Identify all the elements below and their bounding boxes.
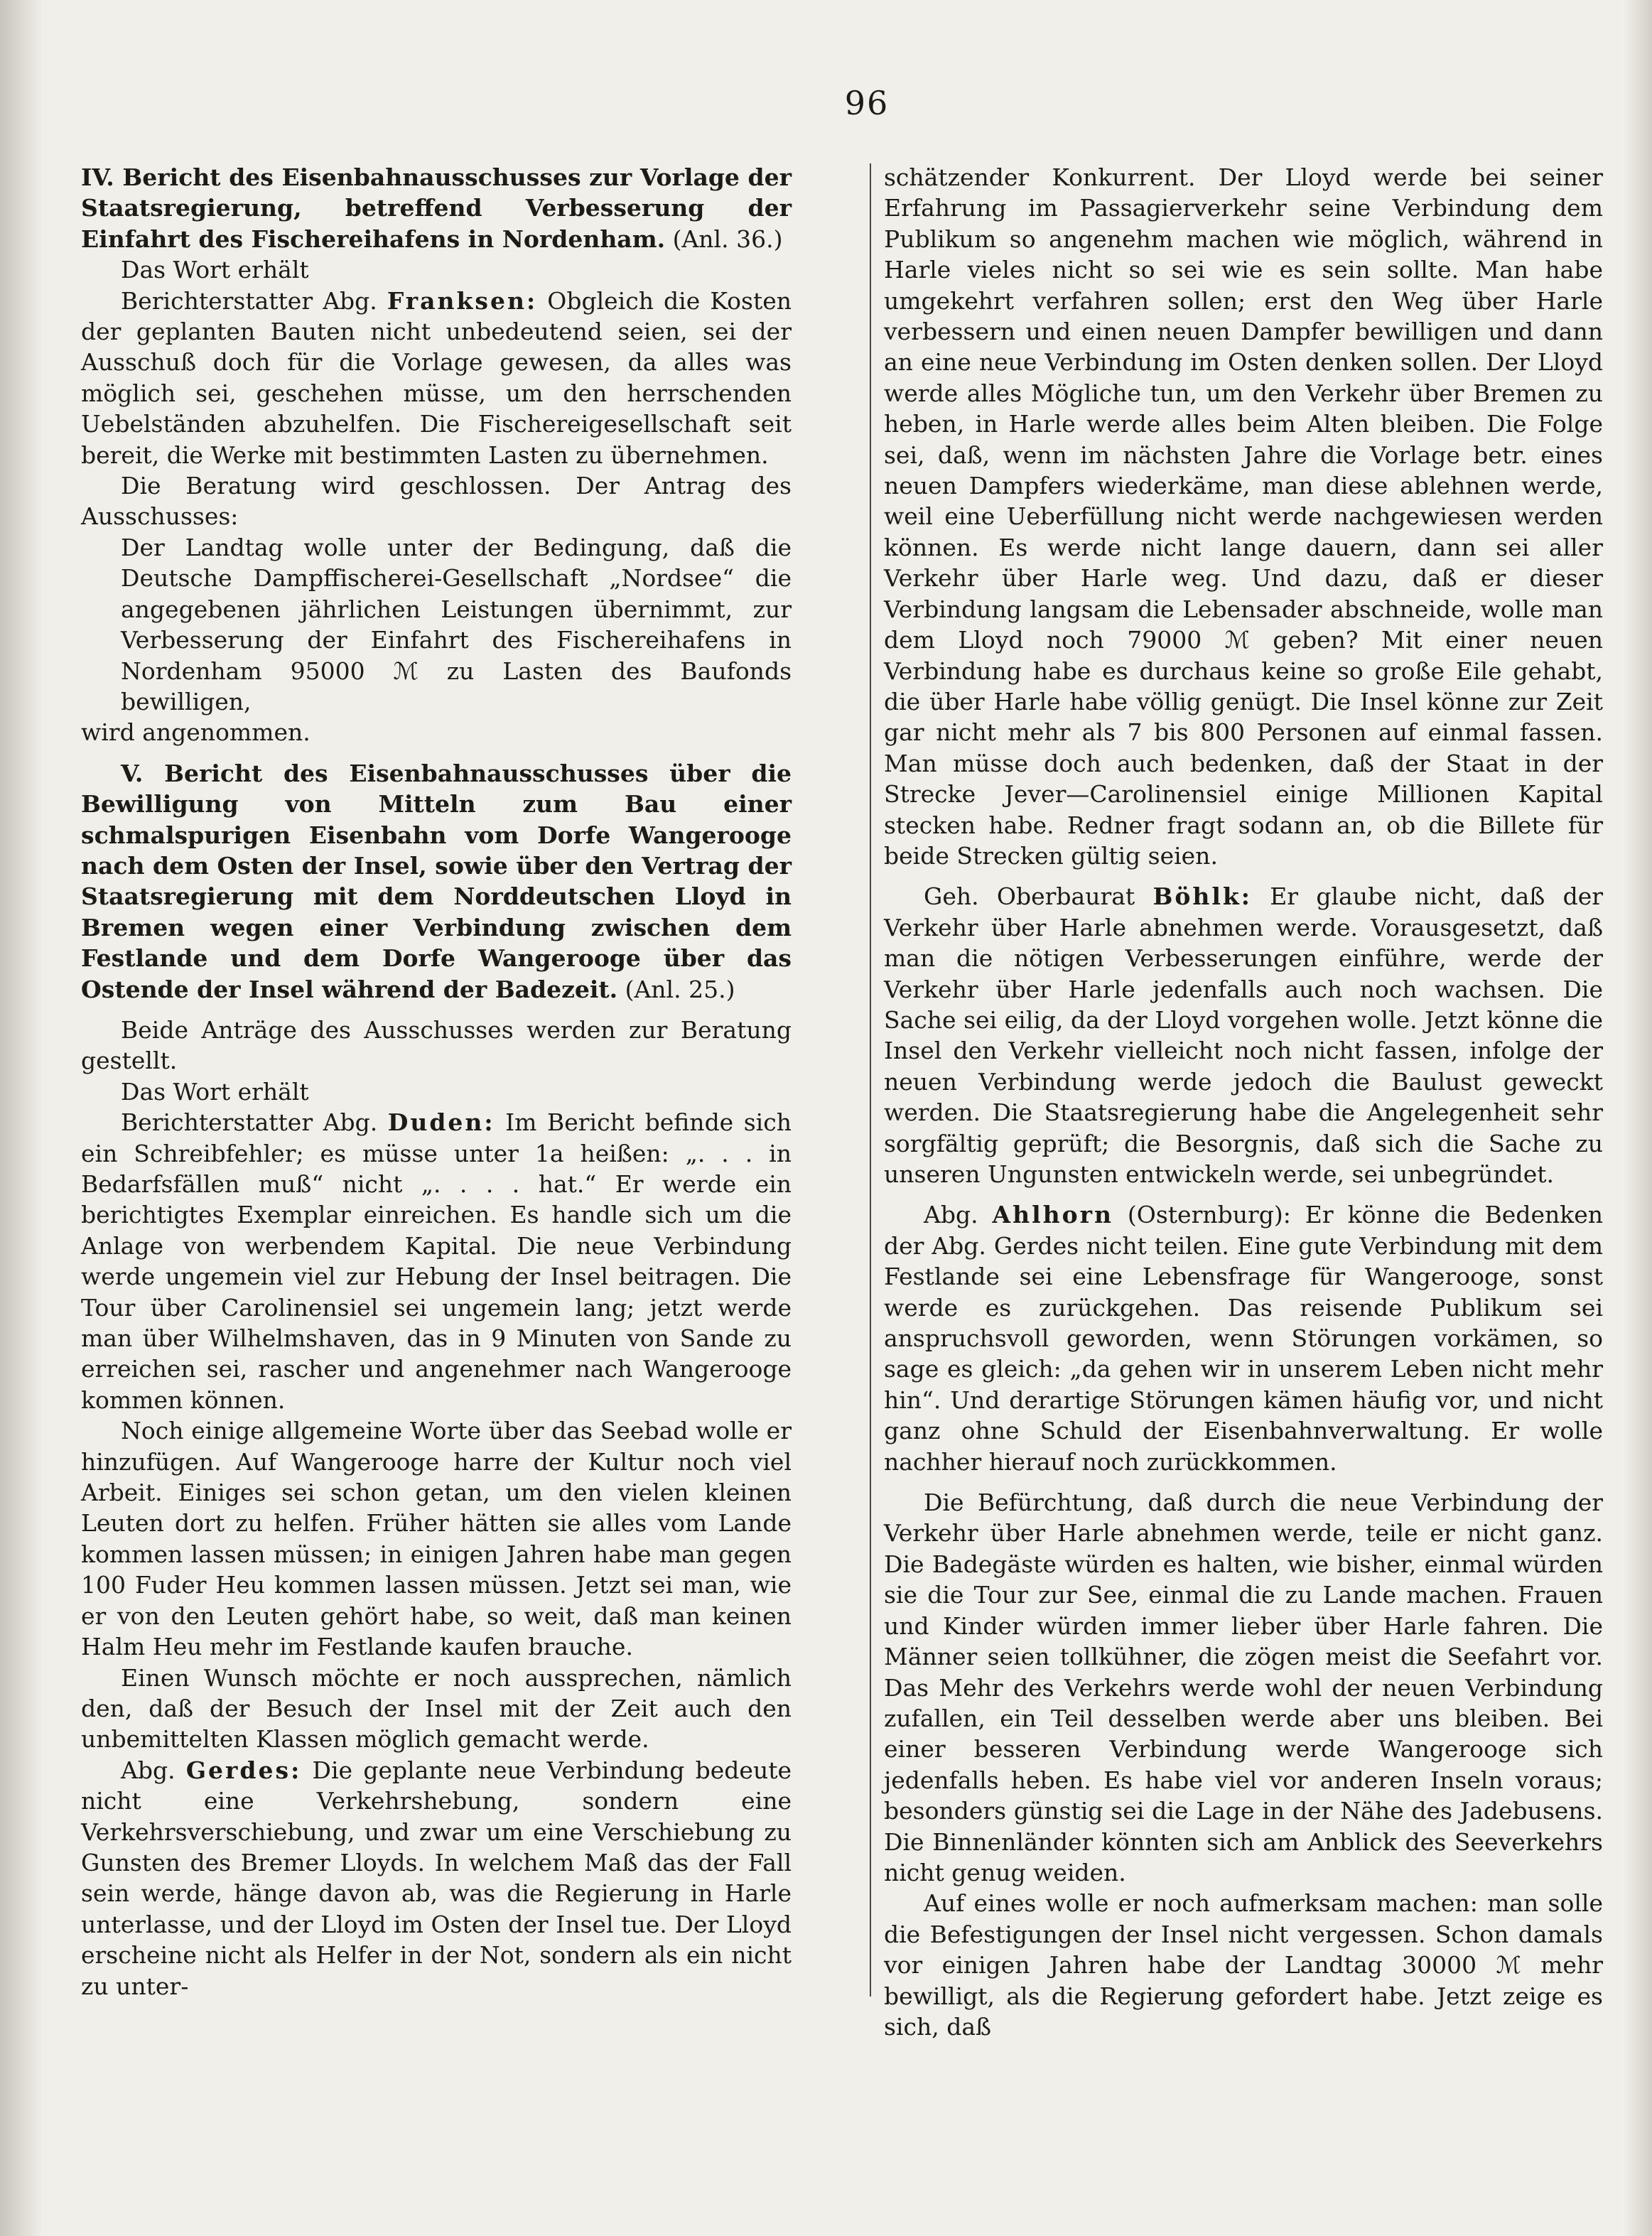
speech-paragraph: Abg. Ahlhorn (Osternburg): Er könne die Bedenken der Abg. Gerdes nicht teilen. Eine gute Verbindung mit dem Festlande sei eine Lebensfrage für Wangerooge, sonst werde es zurückgehen. Das reisende Publikum sei anspruchsvoll geworden, wenn Störungen vorkämen, so sage es gleich: „da gehen wir in unserem Leben nicht mehr hin“. Und derartige Störungen kämen häufig vor, und nicht ganz ohne Schuld der Eisenbahnverwaltung. Er wolle nachher hierauf noch zurückkommen.: [884, 1201, 1604, 1476]
section-heading-v: V. Bericht des Eisenbahnausschusses über die Bewilligung von Mitteln zum Bau einer schmalspurigen Eisenbahn vom Dorfe Wangerooge nach dem Osten der Insel, sowie über den Vertrag der Staatsregierung mit dem Norddeutschen Lloyd in Bremen wegen einer Verbindung zwischen dem Festlande und dem Dorfe Wangerooge über das Ostende der Insel während der Badezeit. (Anl. 25.): [81, 759, 792, 1003]
paragraph: wird angenommen.: [81, 718, 311, 747]
paragraph: Einen Wunsch möchte er noch aussprechen, nämlich den, daß der Besuch der Insel mit der Zeit auch den unbemittelten Klassen möglich gemacht werde.: [81, 1663, 792, 1754]
left-column: [81, 162, 792, 2002]
speech-paragraph: Berichterstatter Abg. Duden: Im Bericht befinde sich ein Schreibfehler; es müsse unter 1a heißen: „. . . in Bedarfsfällen muß“ nicht „. . . . hat.“ Er werde ein berichtigtes Exemplar einreichen. Es handle sich um die Anlage von werbendem Kapital. Die neue Verbindung werde ungemein viel zur Hebung der Insel beitragen. Die Tour über Carolinensiel sei ungemein lang; jetzt werde man über Wilhelmshaven, das in 9 Minuten von Sande zu erreichen sei, rascher und angenehmer nach Wangerooge kommen können.: [81, 1108, 792, 1414]
speaker-name: Franksen:: [387, 286, 538, 315]
page-number: 96: [844, 84, 890, 122]
paragraph: Noch einige allgemeine Worte über das Seebad wolle er hinzufügen. Auf Wangerooge harre der Kultur noch viel Arbeit. Einiges sei schon getan, um den vielen kleinen Leuten dort zu helfen. Früher hätten sie alles vom Lande kommen lassen müssen; in einigen Jahren habe man gegen 100 Fuder Heu kommen lassen müssen. Jetzt sei man, wie er von den Leuten gehört habe, so weit, daß man keinen Halm Heu mehr im Festlande kaufen brauche.: [81, 1417, 792, 1661]
speaker-name: Gerdes:: [185, 1756, 302, 1784]
paragraph: schätzender Konkurrent. Der Lloyd werde bei seiner Erfahrung im Passagierverkehr seine Verbindung dem Publikum so angenehm machen wie möglich, während in Harle vieles nicht so sei wie es sein sollte. Man habe umgekehrt verfahren sollen; erst den Weg über Harle verbessern und einen neuen Dampfer bewilligen und dann an eine neue Verbindung im Osten denken sollen. Der Lloyd werde alles Mögliche tun, um den Verkehr über Bremen zu heben, in Harle werde alles beim Alten bleiben. Die Folge sei, daß, wenn im nächsten Jahre die Vorlage betr. eines neuen Dampfers wiederkäme, man diese ablehnen werde, weil eine Ueberfüllung nicht werde nachgewiesen werden können. Es werde nicht lange dauern, dann sei aller Verkehr über Harle weg. Und dazu, daß er dieser Verbindung langsam die Lebensader abschneide, wolle man dem Lloyd noch 79000 ℳ geben? Mit einer neuen Verbindung habe es durchaus keine so große Eile gehabt, die über Harle habe völlig genügt. Die Insel könne zur Zeit gar nicht mehr als 7 bis 800 Personen auf einmal fassen. Man müsse doch auch bedenken, daß der Staat in der Strecke Jever—Carolinensiel einige Millionen Kapital stecken habe. Redner fragt sodann an, ob die Billete für beide Strecken gültig seien.: [884, 163, 1603, 870]
page-edge-shadow: [1624, 0, 1652, 2236]
speech-paragraph: Abg. Gerdes: Die geplante neue Verbindung bedeute nicht eine Verkehrshebung, sondern eine Verkehrsverschiebung, und zwar um eine Verschiebung zu Gunsten des Bremer Lloyds. In welchem Maß das der Fall sein werde, hänge davon ab, was die Regierung in Harle unterlasse, und der Lloyd im Osten der Insel tue. Der Lloyd erscheine nicht als Helfer in der Not, sondern als ein nicht zu unter-: [81, 1756, 792, 2000]
paragraph: Beide Anträge des Ausschusses werden zur Beratung gestellt.: [81, 1015, 792, 1075]
speech-paragraph: Geh. Oberbaurat Böhlk: Er glaube nicht, daß der Verkehr über Harle abnehmen werde. Vorausgesetzt, daß man die nötigen Verbesserungen einführe, werde der Verkehr über Harle jedenfalls auch noch wachsen. Die Sache sei eilig, da der Lloyd vorgehen wolle. Jetzt könne die Insel den Verkehr vielleicht noch nicht fassen, infolge der neuen Verbindung werde jedoch die Baulust geweckt werden. Die Staatsregierung habe die Angelegenheit sehr sorgfältig geprüft; die Besorgnis, daß sich die Sache zu unseren Ungunsten entwickeln werde, sei unbegründet.: [884, 882, 1603, 1188]
page-gutter-shadow: [0, 0, 43, 2236]
speaker-name: Böhlk:: [1152, 882, 1252, 911]
paragraph: Die Beratung wird geschlossen. Der Antrag des Ausschusses:: [81, 472, 792, 531]
paragraph: Das Wort erhält: [121, 256, 309, 284]
paragraph: Die Befürchtung, daß durch die neue Verbindung der Verkehr über Harle abnehmen werde, teile er nicht ganz. Die Badegäste würden es halten, wie bisher, einmal würden sie die Tour zur See, einmal die zu Lande machen. Frauen und Kinder würden immer lieber über Harle fahren. Die Männer seien tollkühner, die zögen meist die Seefahrt vor. Das Mehr des Verkehrs werde wohl der neuen Verbindung zufallen, ein Teil desselben werde aber uns bleiben. Bei einer besseren Verbindung werde Wangerooge sich jedenfalls heben. Es habe viel vor anderen Inseln voraus; besonders günstig sei die Lage in der Nähe des Jadebusens. Die Binnenländer könnten sich am Anblick des Seeverkehrs nicht genug weiden.: [884, 1489, 1603, 1886]
paragraph: Auf eines wolle er noch aufmerksam machen: man solle die Befestigungen der Insel nicht vergessen. Schon damals vor einigen Jahren habe der Landtag 30000 ℳ mehr bewilligt, als die Regierung gefordert habe. Jetzt zeige es sich, daß: [884, 1889, 1603, 2041]
right-column: [884, 162, 1603, 2042]
speech-paragraph: Berichterstatter Abg. Franksen: Obgleich die Kosten der geplanten Bauten nicht unbedeutend seien, sei der Ausschuß doch für die Vorlage gewesen, da alles was möglich sei, geschehen müsse, um den herrschenden Uebelständen abzuhelfen. Die Fischereigesellschaft seit bereit, die Werke mit bestimmten Lasten zu übernehmen.: [81, 286, 792, 469]
column-divider: [870, 163, 871, 1997]
motion-text: Der Landtag wolle unter der Bedingung, daß die Deutsche Dampffischerei-Gesellschaft „Nordsee“ die angegebenen jährlichen Leistungen übernimmt, zur Verbesserung der Einfahrt des Fischereihafens in Nordenham 95000 ℳ zu Lasten des Baufonds bewilligen,: [121, 533, 792, 715]
speaker-name: Ahlhorn: [992, 1201, 1114, 1229]
paragraph: Das Wort erhält: [121, 1077, 309, 1106]
section-heading-iv: IV. Bericht des Eisenbahnausschusses zur Vorlage der Staatsregierung, betreffend Verbesserung der Einfahrt des Fischereihafens in Nordenham. (Anl. 36.): [81, 163, 792, 253]
speaker-name: Duden:: [387, 1108, 495, 1137]
